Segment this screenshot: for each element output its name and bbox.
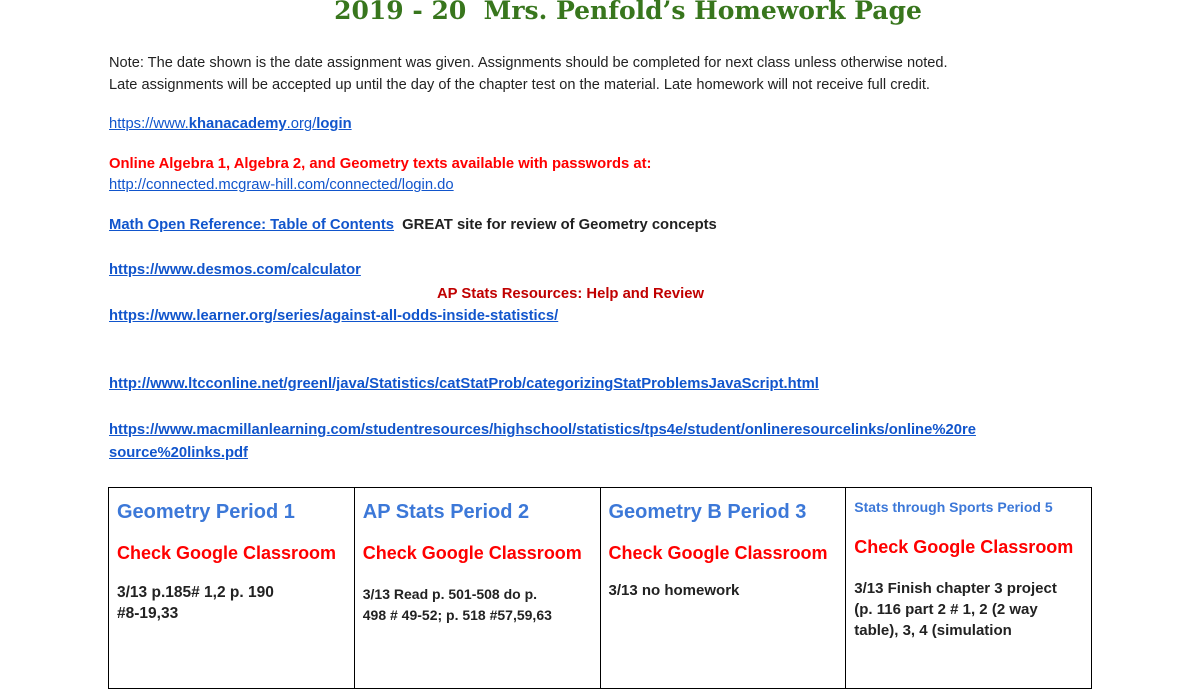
column-title: AP Stats Period 2	[362, 501, 530, 523]
khan-academy-link-row	[109, 114, 352, 135]
khan-link-bold: khanacademy	[188, 116, 287, 132]
table-row	[109, 488, 1092, 689]
check-classroom-text: Check Google Classroom	[608, 543, 828, 563]
homework-line: table), 3, 4 (simulation	[854, 622, 1012, 639]
homework-entry	[117, 582, 346, 624]
macmillan-link-line-1[interactable]: https://www.macmillanlearning.com/studentresources/highschool/statistics/tps4e/student/onlineresourcelinks/online%20re	[109, 422, 976, 438]
math-open-reference-link[interactable]: Math Open Reference: Table of Contents	[109, 217, 395, 233]
column-title: Geometry Period 1	[117, 501, 295, 523]
khan-link-suffix: login	[316, 116, 352, 132]
desmos-link[interactable]: https://www.desmos.com/calculator	[109, 262, 361, 278]
homework-entry	[854, 578, 1083, 641]
homework-table	[108, 487, 1092, 689]
column-title: Geometry B Period 3	[608, 501, 807, 523]
column-title: Stats through Sports Period 5	[854, 499, 1053, 515]
homework-line: (p. 116 part 2 # 1, 2 (2 way	[854, 601, 1038, 618]
column-ap-stats-period-2	[354, 488, 600, 689]
homework-line: 498 # 49-52; p. 518 #57,59,63	[362, 607, 552, 623]
homework-line: 3/13 p.185# 1,2 p. 190	[117, 584, 274, 601]
check-classroom-text: Check Google Classroom	[854, 537, 1074, 557]
homework-entry	[609, 580, 838, 601]
math-open-reference-row	[109, 215, 717, 236]
homework-line: 3/13 Read p. 501-508 do p.	[362, 586, 538, 602]
math-open-reference-desc: GREAT site for review of Geometry concepts	[402, 217, 717, 233]
note-line-2: Late assignments will be accepted up until the day of the chapter test on the material. Late homework will not receive full credit.	[109, 76, 930, 93]
macmillan-link-line-2[interactable]: source%20links.pdf	[109, 445, 248, 461]
column-geometry-period-1	[109, 488, 355, 689]
learner-link[interactable]: https://www.learner.org/series/against-all-odds-inside-statistics/	[109, 308, 559, 324]
khan-academy-link[interactable]	[109, 116, 352, 132]
khan-link-mid: .org/	[286, 116, 317, 132]
note-line-1: Note: The date shown is the date assignment was given. Assignments should be completed for next class unless otherwise noted.	[109, 55, 948, 71]
ltcc-statistics-link[interactable]: http://www.ltcconline.net/greenl/java/Statistics/catStatProb/categorizingStatProblemsJavaScript.html	[109, 376, 819, 392]
macmillan-link[interactable]	[109, 420, 976, 464]
check-classroom-text: Check Google Classroom	[362, 543, 582, 563]
homework-entry	[363, 584, 592, 626]
ap-stats-resources-heading: AP Stats Resources: Help and Review	[437, 286, 704, 302]
column-geometry-b-period-3	[600, 488, 846, 689]
column-stats-through-sports-period-5	[846, 488, 1092, 689]
homework-line: #8-19,33	[117, 605, 179, 622]
homework-line: 3/13 no homework	[608, 582, 740, 599]
online-texts-heading: Online Algebra 1, Algebra 2, and Geometry texts available with passwords at:	[109, 156, 652, 172]
check-classroom-text: Check Google Classroom	[117, 543, 337, 563]
mcgraw-hill-link[interactable]: http://connected.mcgraw-hill.com/connected/login.do	[109, 177, 454, 193]
homework-note	[109, 53, 1109, 96]
page-title: 2019 - 20 Mrs. Penfold’s Homework Page	[334, 0, 922, 25]
homework-line: 3/13 Finish chapter 3 project	[854, 580, 1057, 597]
khan-link-prefix: https://www.	[109, 116, 189, 132]
